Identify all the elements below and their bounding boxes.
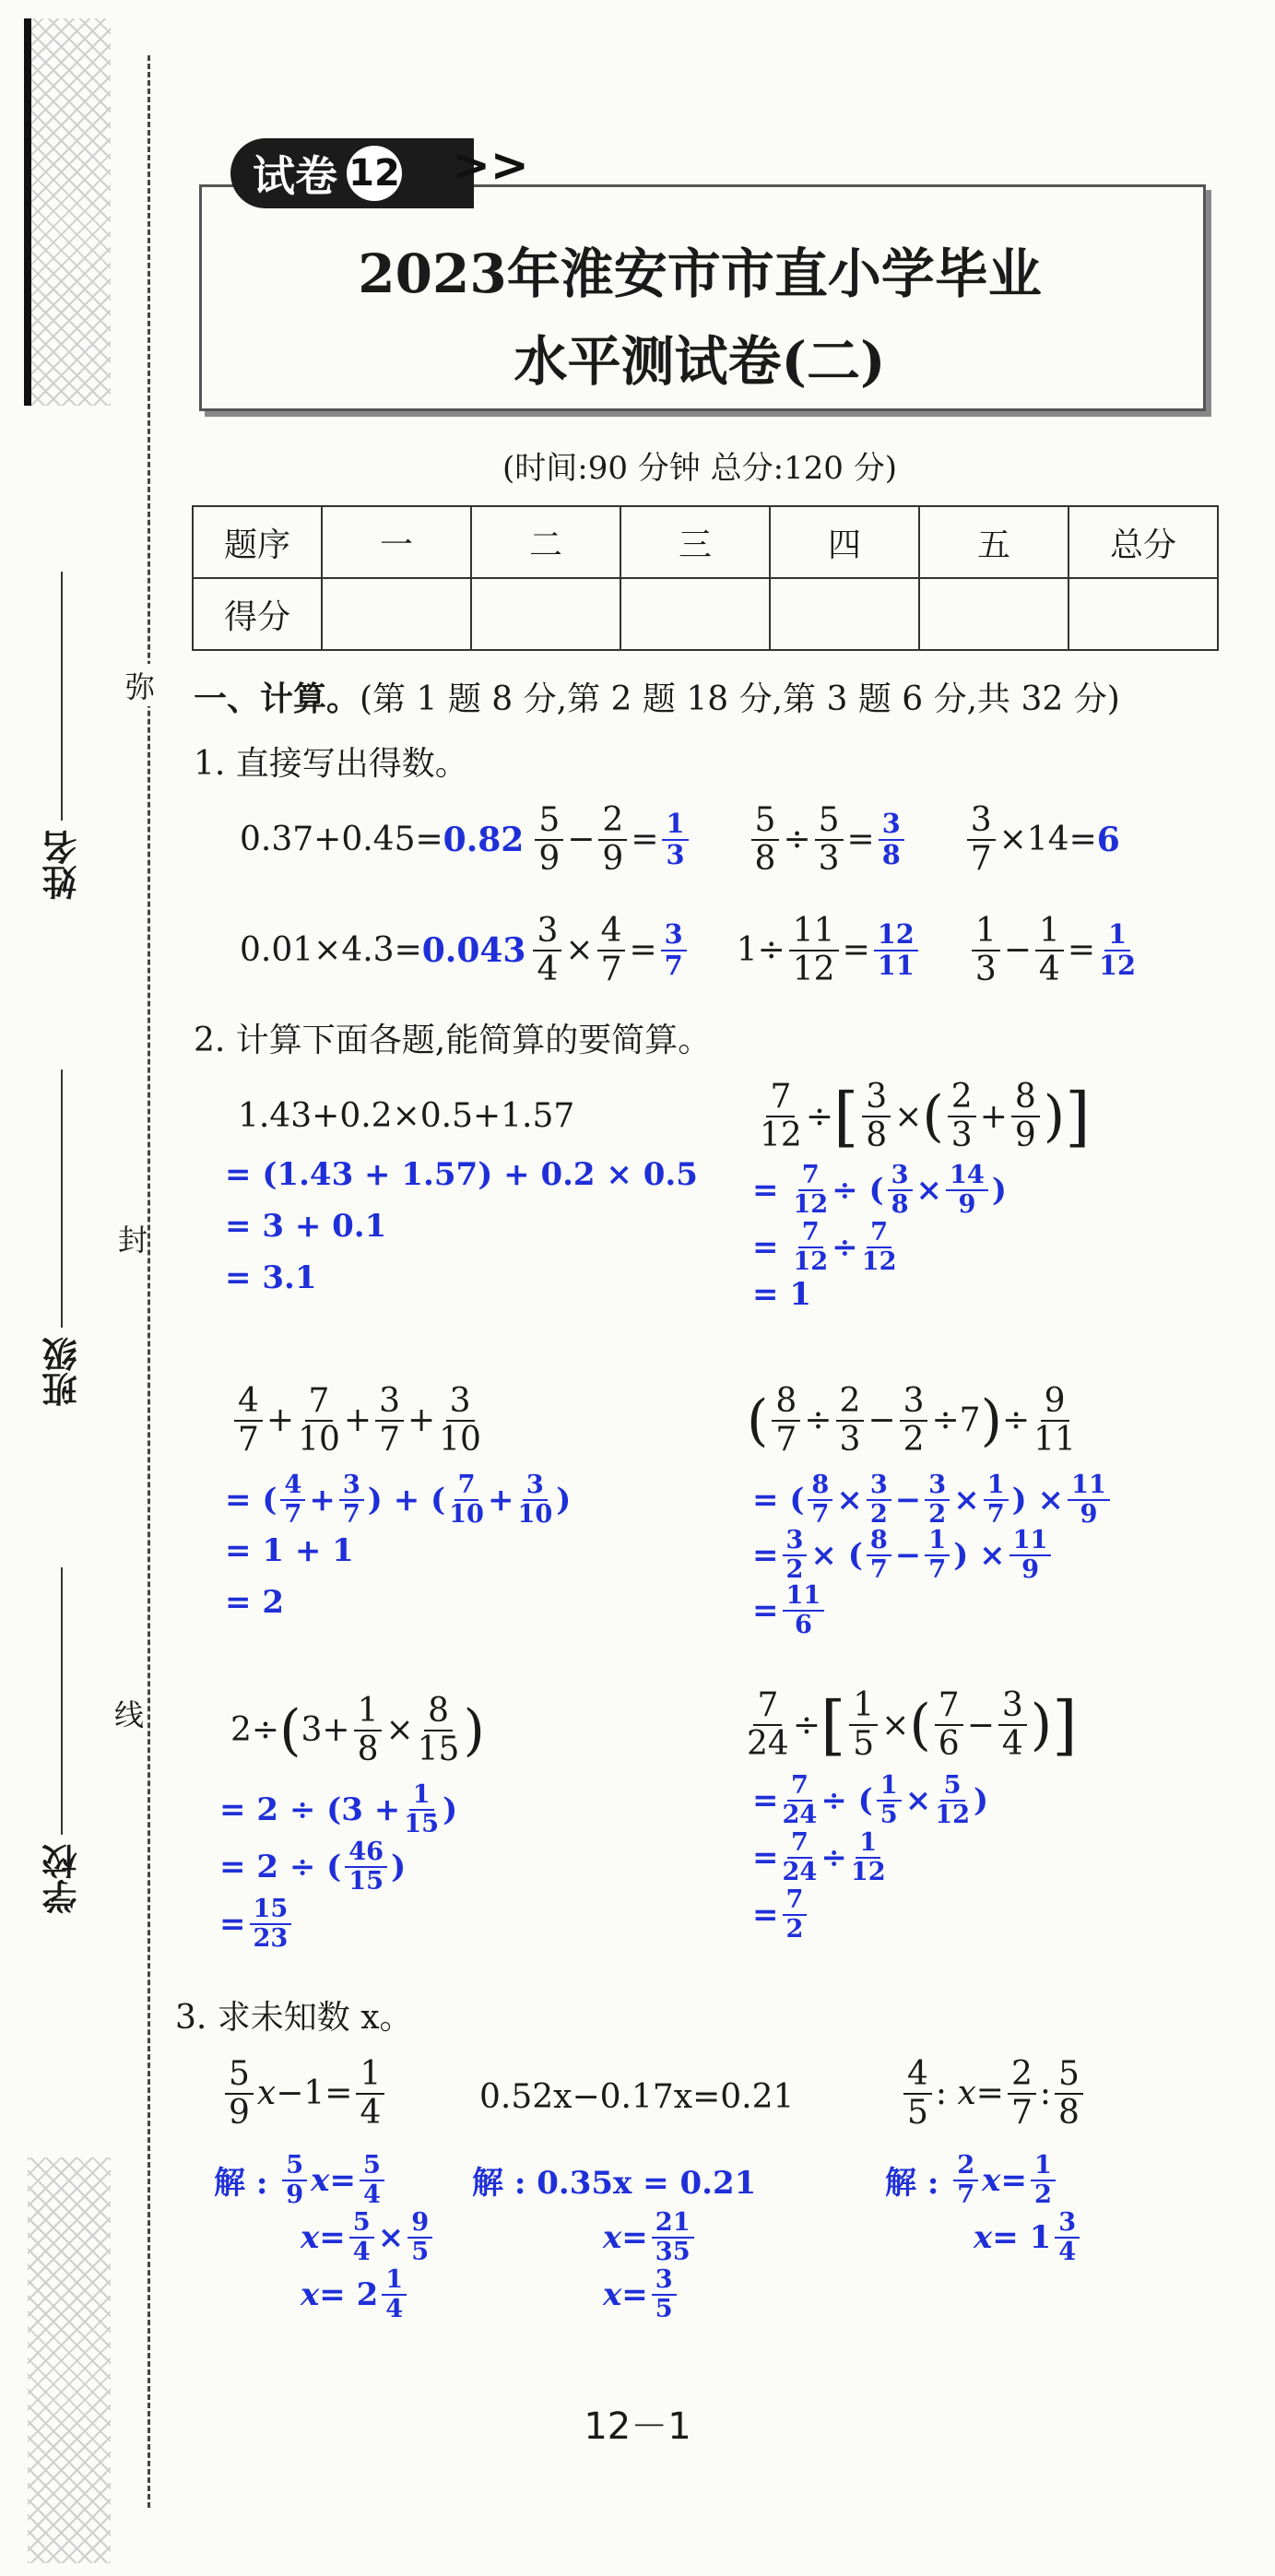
- score-input-total[interactable]: [1068, 578, 1218, 650]
- name-label: 姓名: [42, 830, 83, 900]
- q3b-step1: 解 : 0.35x = 0.21: [472, 2165, 757, 2202]
- section1-title: 一、计算。: [194, 680, 360, 718]
- q3a-step3: x = 2 $\frac{1}{4}$: [301, 2266, 410, 2323]
- q1g-ans-den: 11: [877, 949, 915, 981]
- q3-title: 3. 求未知数 x。: [175, 1999, 413, 2037]
- q3a-expr: $\frac{5}{9}$ x −1= $\frac{1}{4}$: [221, 2056, 388, 2131]
- q2d-step1: = ( $\frac{8}{7}$ × $\frac{3}{2}$ − $\frac{3}{2}$ × $\frac{1}{7}$ ) × $\frac{11}{9}$: [752, 1471, 1114, 1529]
- q2b-step3: = 1: [752, 1276, 811, 1313]
- left-black-bar: [24, 18, 31, 406]
- score-input-5[interactable]: [919, 578, 1068, 650]
- q1e-answer: 0.043: [421, 930, 526, 970]
- score-input-3[interactable]: [620, 578, 770, 650]
- q2a-step3: = 3.1: [225, 1259, 317, 1296]
- cell-header: 总分: [1068, 506, 1218, 578]
- school-label: 学校: [42, 1844, 83, 1914]
- badge: [230, 138, 474, 208]
- q3a-step2: x = $\frac{5}{4}$ × $\frac{9}{5}$: [301, 2209, 436, 2266]
- q2c-step1: = ( $\frac{4}{7}$ + $\frac{3}{7}$ ) + ( $\frac{7}{10}$ + $\frac{3}{10}$ ): [225, 1470, 572, 1529]
- q2a-expr: 1.43+0.2×0.5+1.57: [238, 1097, 575, 1135]
- title-line1: 2023年淮安市市直小学毕业: [358, 242, 1042, 305]
- q3c-step2: x = 1 $\frac{3}{4}$: [974, 2209, 1083, 2266]
- cell-header: 题序: [193, 506, 322, 578]
- q2c-expr: $\frac{4}{7}$ + $\frac{7}{10}$ + $\frac{3}{7}$ + $\frac{3}{10}$: [230, 1383, 485, 1458]
- q1-row1: 0.37+0.45= 0.82 $\frac{5}{9}$ − $\frac{2}{9}$ = $\frac{1}{3}$ $\frac{5}{8}$ ÷ $\frac{5}{3}$ = $\frac{3}{8}$ $\frac{3}{7}$ ×14= 6: [240, 801, 1120, 878]
- q1c-ans-den: 8: [881, 838, 901, 870]
- q3c-expr: $\frac{4}{5}$ : x = $\frac{2}{7}$ : $\frac{5}{8}$: [900, 2056, 1087, 2131]
- q1h-ans-num: 1: [1104, 920, 1130, 951]
- class-line: [61, 1069, 63, 1328]
- cut-dashed-line: [148, 55, 150, 2508]
- q2d-step2: = $\frac{3}{2}$ × ( $\frac{8}{7}$ − $\frac{1}{7}$ ) × $\frac{11}{9}$: [752, 1527, 1055, 1584]
- q3c-step1: 解 : $\frac{2}{7}$ x = $\frac{1}{2}$: [885, 2152, 1059, 2209]
- q2e-step1: = 2 ÷ (3 + $\frac{1}{15}$ ): [219, 1779, 458, 1838]
- title-line2: 水平测试卷(二): [514, 330, 886, 393]
- q3c-solve-label: 解 :: [885, 2165, 939, 2203]
- q2a-step1: = (1.43 + 1.57) + 0.2 × 0.5: [225, 1156, 698, 1193]
- q2f-expr: $\frac{7}{24}$ ÷ [ $\frac{1}{5}$ × ( $\frac{7}{6}$ − $\frac{3}{4}$ ) ]: [747, 1686, 1078, 1763]
- score-table: [192, 505, 1219, 651]
- q3b-step3: x = $\frac{3}{5}$: [603, 2266, 680, 2323]
- q2d-expr: ( $\frac{8}{7}$ ÷ $\frac{2}{3}$ − $\frac{3}{2}$ ÷7 ) ÷ $\frac{9}{11}$: [747, 1382, 1076, 1459]
- section1-scoring: (第 1 题 8 分,第 2 题 18 分,第 3 题 6 分,共 32 分): [360, 680, 1120, 718]
- q2f-step1: = $\frac{7}{24}$ ÷ ( $\frac{1}{5}$ × $\frac{5}{12}$ ): [752, 1770, 989, 1829]
- left-hatch-bottom: [28, 2157, 111, 2563]
- q1-title: 1. 直接写出得数。: [194, 745, 468, 783]
- class-label: 班级: [42, 1337, 83, 1407]
- q1d-expr: ×14=: [998, 821, 1097, 859]
- q2c-step3: = 2: [225, 1584, 284, 1621]
- q1b-ans-den: 3: [666, 838, 685, 870]
- q1f-ans-num: 3: [661, 920, 687, 951]
- cut-mark-3: 线: [114, 1692, 144, 1734]
- q2b-expr: $\frac{7}{12}$ ÷ [ $\frac{3}{8}$ × ( $\frac{2}{3}$ + $\frac{8}{9}$ ) ]: [760, 1078, 1091, 1154]
- section1-heading: [194, 673, 1120, 720]
- q2f-step3: = $\frac{7}{2}$: [752, 1886, 810, 1944]
- q1a-expr: 0.37+0.45=: [240, 821, 443, 859]
- exam-info: (时间:90 分钟 总分:120 分): [502, 450, 898, 487]
- q3b-expr: 0.52x−0.17x=0.21: [479, 2078, 795, 2116]
- q1f-ans-den: 7: [664, 949, 683, 981]
- score-input-4[interactable]: [770, 578, 919, 650]
- page-number: 12－1: [584, 2405, 691, 2448]
- q1e-expr: 0.01×4.3=: [240, 931, 422, 970]
- score-input-2[interactable]: [471, 578, 620, 650]
- q1c-ans-num: 3: [879, 809, 904, 841]
- q2f-step2: = $\frac{7}{24}$ ÷ $\frac{1}{12}$: [752, 1827, 886, 1886]
- badge-arrows: >>: [452, 138, 529, 192]
- name-line: [61, 572, 63, 821]
- school-line: [61, 1567, 63, 1835]
- q2d-step3: = $\frac{11}{6}$: [752, 1582, 828, 1639]
- q2e-expr: 2÷ ( 3+ $\frac{1}{8}$ × $\frac{8}{15}$ ): [230, 1692, 485, 1768]
- left-hatch-top: [28, 18, 111, 406]
- q1g-ans-num: 12: [874, 920, 918, 951]
- q3a-solve-label: 解 :: [214, 2165, 268, 2203]
- cut-mark-2: 封: [118, 1217, 148, 1259]
- cell-header: 三: [620, 506, 770, 578]
- q1h-ans-den: 12: [1098, 949, 1137, 981]
- q1-row2: 0.01×4.3= 0.043 $\frac{3}{4}$ × $\frac{4}{7}$ = $\frac{3}{7}$ 1÷ $\frac{11}{12}$ = $\frac{12}{11}$ $\frac{1}{3}$ − $\frac{1}{4}$ = $\frac{1}{12}$: [240, 912, 1137, 988]
- q2e-step2: = 2 ÷ ( $\frac{46}{15}$ ): [219, 1837, 407, 1896]
- q1a-answer: 0.82: [443, 820, 525, 859]
- q2a-step2: = 3 + 0.1: [225, 1208, 387, 1245]
- cell-header: 二: [471, 506, 620, 578]
- q2b-step1: = $\frac{7}{12}$ ÷ ( $\frac{3}{8}$ × $\frac{14}{9}$ ): [752, 1160, 1007, 1219]
- score-input-1[interactable]: [322, 578, 471, 650]
- q1d-answer: 6: [1096, 820, 1120, 859]
- q3b-step2: x = $\frac{21}{35}$: [603, 2209, 698, 2266]
- q2c-step2: = 1 + 1: [225, 1532, 354, 1569]
- badge-number: 12: [347, 146, 402, 201]
- q2-title: 2. 计算下面各题,能简算的要简算。: [194, 1022, 712, 1059]
- badge-label: 试卷: [253, 151, 337, 201]
- q1b-ans-num: 1: [662, 809, 688, 841]
- cell-header: 一: [322, 506, 471, 578]
- cut-mark-1: 弥: [125, 664, 155, 706]
- cell-header: 五: [919, 506, 1068, 578]
- cell-header: 四: [770, 506, 919, 578]
- q2b-step2: = $\frac{7}{12}$ ÷ $\frac{7}{12}$: [752, 1217, 897, 1276]
- q2e-step3: = $\frac{15}{23}$: [219, 1896, 295, 1953]
- q3a-step1: 解 : $\frac{5}{9}$ x = $\frac{5}{4}$: [214, 2152, 388, 2209]
- cell-score-label: 得分: [193, 578, 322, 650]
